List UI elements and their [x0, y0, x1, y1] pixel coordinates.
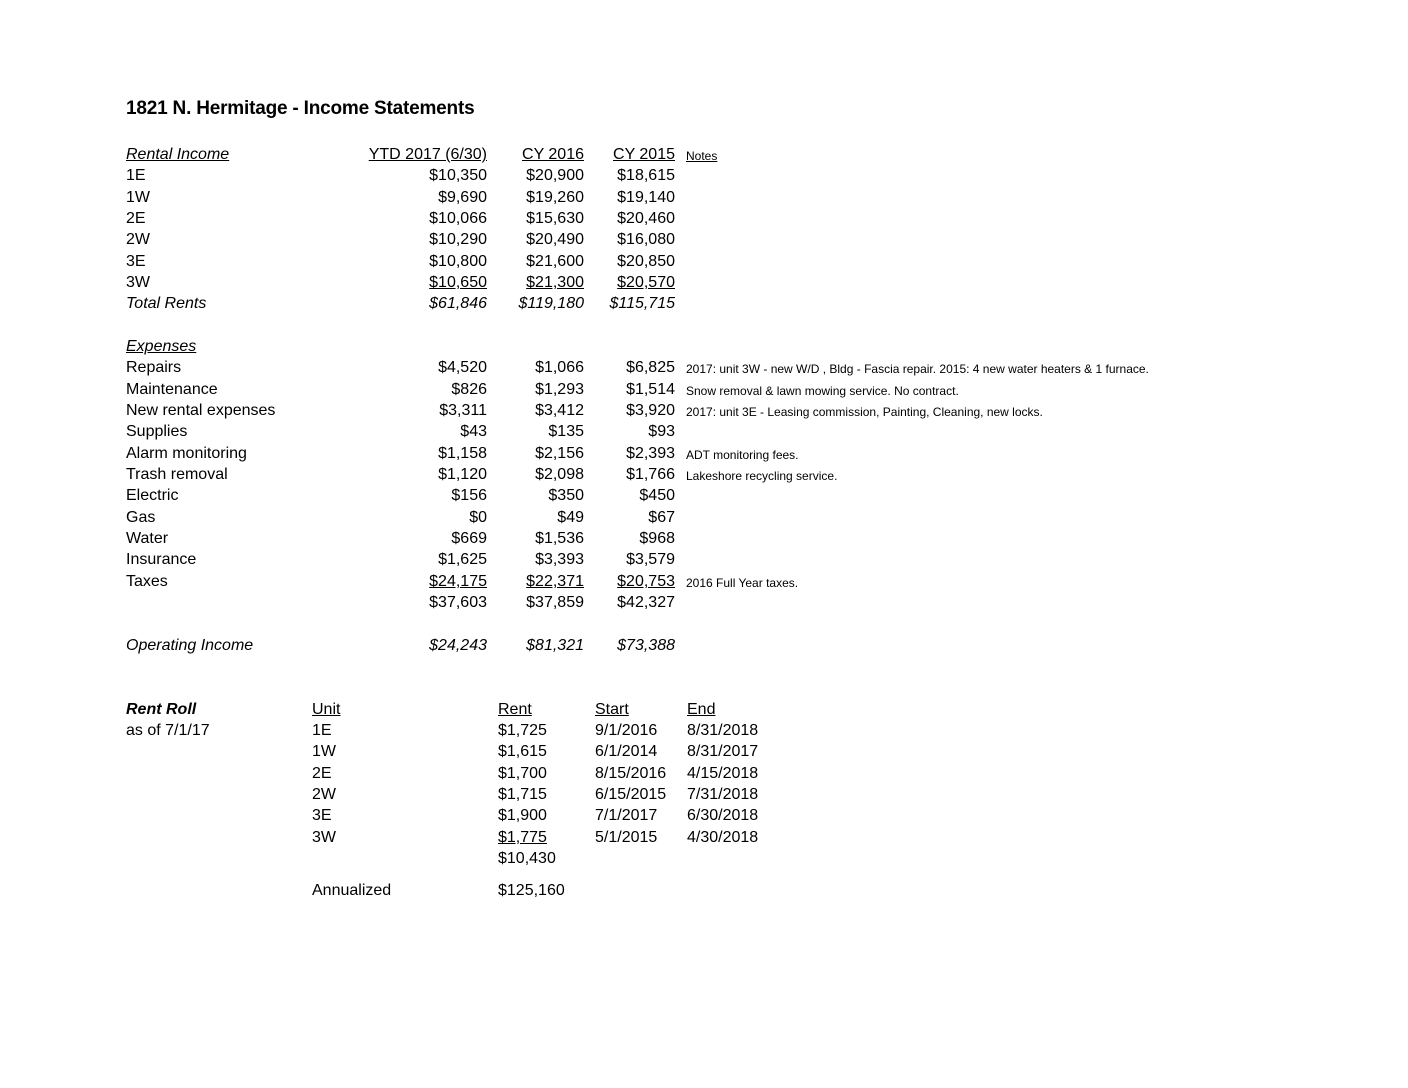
operating-income-label: Operating Income — [126, 637, 254, 654]
expense-row-ytd: $4,520 — [438, 359, 487, 376]
expense-row-label: Insurance — [126, 551, 197, 568]
expense-row-cy2016: $49 — [557, 509, 584, 526]
rental-row-ytd: $10,800 — [429, 253, 487, 270]
rental-row-cy2016: $15,630 — [526, 210, 584, 227]
rent-roll-unit: 1W — [312, 743, 336, 760]
rent-roll-start: 7/1/2017 — [595, 807, 658, 824]
expense-total-ytd: $37,603 — [429, 594, 487, 611]
expense-row-ytd: $24,175 — [429, 573, 487, 590]
rent-roll-unit: 3W — [312, 829, 336, 846]
expense-row-ytd: $3,311 — [439, 402, 487, 419]
rent-roll-rent: $1,700 — [498, 765, 547, 782]
expense-row-cy2015: $1,514 — [626, 381, 675, 398]
expense-row-cy2016: $135 — [548, 423, 584, 440]
expense-row-ytd: $826 — [451, 381, 487, 398]
rental-row-cy2016: $20,490 — [526, 231, 584, 248]
rent-roll-rent: $1,725 — [498, 722, 547, 739]
rent-roll-annualized-value: $125,160 — [498, 882, 565, 899]
expense-row-cy2016: $350 — [548, 487, 584, 504]
expense-row-note: 2017: unit 3W - new W/D , Bldg - Fascia repair. 2015: 4 new water heaters & 1 furnace. — [686, 362, 1149, 376]
operating-income-ytd: $24,243 — [429, 637, 487, 654]
rental-row-ytd: $10,350 — [429, 167, 487, 184]
expense-total-cy2016: $37,859 — [526, 594, 584, 611]
expenses-heading: Expenses — [126, 338, 197, 355]
total-rents-cy2015: $115,715 — [609, 295, 675, 312]
rent-roll-rent: $1,775 — [498, 829, 547, 846]
rent-roll-end: 4/15/2018 — [687, 765, 759, 782]
rental-row-cy2016: $21,600 — [526, 253, 584, 270]
expense-row-label: Repairs — [126, 359, 182, 376]
expense-row-cy2016: $1,293 — [535, 381, 584, 398]
rental-income-heading: Rental Income — [126, 146, 230, 163]
rent-roll-end: 4/30/2018 — [687, 829, 759, 846]
expense-row-ytd: $0 — [469, 509, 487, 526]
rental-row-cy2015: $20,850 — [617, 253, 675, 270]
expense-row-cy2015: $20,753 — [617, 573, 675, 590]
operating-income-cy2015: $73,388 — [617, 637, 675, 654]
expense-row-label: Electric — [126, 487, 179, 504]
total-rents-cy2016: $119,180 — [518, 295, 584, 312]
rent-roll-unit: 2W — [312, 786, 336, 803]
rent-roll-end: 7/31/2018 — [687, 786, 759, 803]
rent-roll-rent: $1,615 — [498, 743, 547, 760]
rental-row-ytd: $9,690 — [438, 189, 487, 206]
col-header-cy2015: CY 2015 — [613, 146, 675, 163]
rent-roll-end: 6/30/2018 — [687, 807, 759, 824]
expense-row-label: Supplies — [126, 423, 188, 440]
expense-row-cy2015: $968 — [639, 530, 675, 547]
expense-row-label: Taxes — [126, 573, 168, 590]
rent-roll-header-unit: Unit — [312, 701, 341, 718]
rental-row-cy2016: $21,300 — [526, 274, 584, 291]
expense-row-cy2016: $1,536 — [535, 530, 584, 547]
expense-row-label: Trash removal — [126, 466, 228, 483]
expense-row-cy2015: $2,393 — [626, 445, 675, 462]
expense-row-label: Maintenance — [126, 381, 218, 398]
rental-row-label: 3E — [126, 253, 146, 270]
expense-row-cy2016: $22,371 — [526, 573, 584, 590]
expense-row-note: ADT monitoring fees. — [686, 448, 799, 462]
rent-roll-end: 8/31/2017 — [687, 743, 759, 760]
operating-income-cy2016: $81,321 — [526, 637, 584, 654]
rent-roll-total: $10,430 — [498, 850, 556, 867]
expense-row-cy2015: $3,579 — [626, 551, 675, 568]
page-title: 1821 N. Hermitage - Income Statements — [126, 98, 475, 119]
expense-row-cy2015: $450 — [639, 487, 675, 504]
expense-row-cy2016: $2,156 — [535, 445, 584, 462]
expense-row-ytd: $1,625 — [438, 551, 487, 568]
rent-roll-rent: $1,715 — [498, 786, 547, 803]
rent-roll-start: 6/15/2015 — [595, 786, 667, 803]
rental-row-label: 1E — [126, 167, 146, 184]
rent-roll-header-end: End — [687, 701, 716, 718]
rent-roll-unit: 3E — [312, 807, 332, 824]
expense-row-note: Lakeshore recycling service. — [686, 469, 838, 483]
rent-roll-start: 9/1/2016 — [595, 722, 658, 739]
expense-row-cy2015: $3,920 — [626, 402, 675, 419]
rental-row-cy2015: $19,140 — [617, 189, 675, 206]
rental-row-cy2015: $18,615 — [617, 167, 675, 184]
expense-row-label: New rental expenses — [126, 402, 276, 419]
expense-row-cy2016: $2,098 — [535, 466, 584, 483]
col-header-notes: Notes — [686, 149, 718, 163]
expense-row-note: 2017: unit 3E - Leasing commission, Painting, Cleaning, new locks. — [686, 405, 1043, 419]
rental-row-cy2015: $16,080 — [617, 231, 675, 248]
col-header-ytd: YTD 2017 (6/30) — [368, 146, 487, 163]
total-rents-label: Total Rents — [126, 295, 207, 312]
expense-row-cy2016: $3,412 — [535, 402, 584, 419]
rental-row-cy2015: $20,570 — [617, 274, 675, 291]
expense-row-label: Alarm monitoring — [126, 445, 247, 462]
expense-row-ytd: $669 — [451, 530, 487, 547]
expense-row-label: Water — [126, 530, 169, 547]
rental-row-ytd: $10,066 — [429, 210, 487, 227]
expense-row-label: Gas — [126, 509, 156, 526]
rental-row-ytd: $10,290 — [429, 231, 487, 248]
rental-row-label: 1W — [126, 189, 150, 206]
rent-roll-start: 6/1/2014 — [595, 743, 658, 760]
rental-row-ytd: $10,650 — [429, 274, 487, 291]
expense-row-cy2015: $67 — [648, 509, 675, 526]
expense-row-cy2016: $1,066 — [535, 359, 584, 376]
rent-roll-annualized-label: Annualized — [312, 882, 392, 899]
expense-row-ytd: $1,120 — [438, 466, 487, 483]
expense-row-ytd: $1,158 — [438, 445, 487, 462]
rent-roll-title: Rent Roll — [126, 701, 197, 718]
rent-roll-end: 8/31/2018 — [687, 722, 759, 739]
rent-roll-start: 8/15/2016 — [595, 765, 667, 782]
expense-row-ytd: $156 — [451, 487, 487, 504]
rental-row-cy2015: $20,460 — [617, 210, 675, 227]
rent-roll-header-rent: Rent — [498, 701, 532, 718]
rent-roll-start: 5/1/2015 — [595, 829, 658, 846]
rent-roll-header-start: Start — [595, 701, 629, 718]
expense-row-note: 2016 Full Year taxes. — [686, 576, 799, 590]
expense-row-cy2016: $3,393 — [535, 551, 584, 568]
rent-roll-as-of: as of 7/1/17 — [126, 722, 210, 739]
total-rents-ytd: $61,846 — [429, 295, 487, 312]
rental-row-label: 2W — [126, 231, 150, 248]
rent-roll-rent: $1,900 — [498, 807, 547, 824]
rent-roll-unit: 2E — [312, 765, 332, 782]
expense-row-cy2015: $1,766 — [626, 466, 675, 483]
rental-row-label: 2E — [126, 210, 146, 227]
rental-row-label: 3W — [126, 274, 150, 291]
col-header-cy2016: CY 2016 — [522, 146, 584, 163]
expense-total-cy2015: $42,327 — [617, 594, 675, 611]
expense-row-note: Snow removal & lawn mowing service. No contract. — [686, 384, 959, 398]
rental-row-cy2016: $19,260 — [526, 189, 584, 206]
expense-row-cy2015: $93 — [648, 423, 675, 440]
expense-row-cy2015: $6,825 — [626, 359, 675, 376]
expense-row-ytd: $43 — [460, 423, 487, 440]
rent-roll-unit: 1E — [312, 722, 332, 739]
rental-row-cy2016: $20,900 — [526, 167, 584, 184]
